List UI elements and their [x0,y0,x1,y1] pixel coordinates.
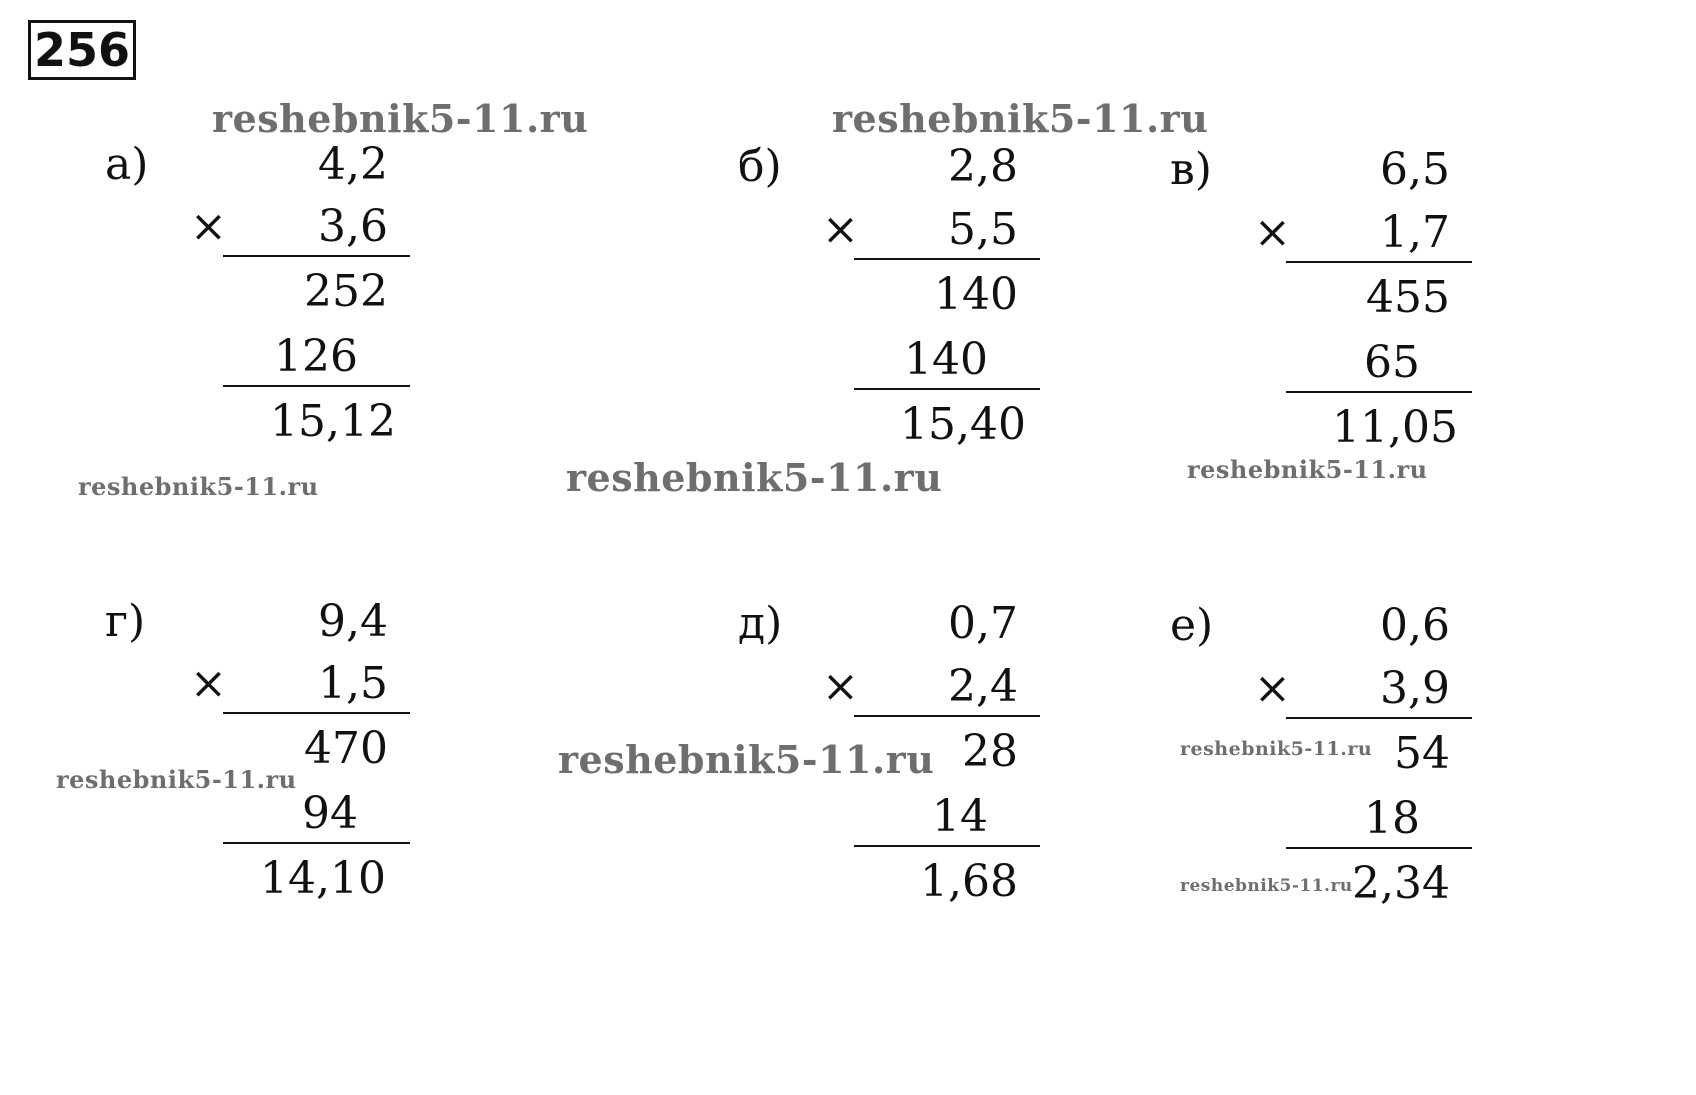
partial-product-2: 94 [302,788,358,839]
factor-1: 6,5 [1380,144,1450,195]
watermark: reshebnik5-11.ru [1180,876,1353,896]
sum-line [854,388,1040,390]
product-result: 1,68 [920,856,1018,907]
factor-2: 1,5 [318,658,388,709]
watermark: reshebnik5-11.ru [56,765,297,794]
watermark: reshebnik5-11.ru [566,455,943,500]
factor-2: 1,7 [1380,207,1450,258]
watermark: reshebnik5-11.ru [1187,455,1428,484]
multiply-line [223,712,410,714]
problem-label: д) [738,598,783,649]
factor-2: 3,9 [1380,663,1450,714]
multiply-line [854,715,1040,717]
factor-2: 3,6 [318,201,388,252]
sum-line [223,385,410,387]
product-result: 15,12 [270,396,396,447]
partial-product-2: 14 [932,791,988,842]
partial-product-2: 140 [904,334,988,385]
problem-label: е) [1170,600,1214,651]
multiply-sign: × [822,204,859,255]
factor-1: 9,4 [318,596,388,647]
watermark: reshebnik5-11.ru [558,737,935,782]
problem-g [105,597,410,927]
factor-2: 5,5 [948,204,1018,255]
factor-1: 0,6 [1380,600,1450,651]
factor-1: 0,7 [948,598,1018,649]
product-result: 14,10 [260,853,386,904]
partial-product-2: 65 [1364,337,1420,388]
partial-product-2: 126 [274,331,358,382]
product-result: 15,40 [900,399,1026,450]
partial-product-1: 54 [1394,728,1450,779]
multiply-line [223,255,410,257]
sum-line [223,842,410,844]
product-result: 2,34 [1352,858,1450,909]
product-result: 11,05 [1332,402,1458,453]
factor-1: 4,2 [318,139,388,190]
problem-b [738,142,1040,472]
problem-label: г) [105,596,146,647]
multiply-sign: × [1254,207,1291,258]
multiply-sign: × [190,201,227,252]
watermark: reshebnik5-11.ru [832,96,1209,141]
multiply-line [1286,261,1472,263]
partial-product-1: 470 [304,723,388,774]
multiply-sign: × [190,658,227,709]
problem-v [1170,145,1472,475]
multiply-sign: × [822,661,859,712]
partial-product-1: 252 [304,266,388,317]
sum-line [1286,391,1472,393]
multiply-line [854,258,1040,260]
factor-2: 2,4 [948,661,1018,712]
partial-product-1: 28 [962,726,1018,777]
multiply-sign: × [1254,663,1291,714]
problem-label: в) [1170,144,1212,195]
problem-label: б) [738,141,782,192]
multiply-line [1286,717,1472,719]
problem-label: а) [105,139,149,190]
problem-a [105,140,410,470]
factor-1: 2,8 [948,141,1018,192]
watermark: reshebnik5-11.ru [1180,738,1373,760]
exercise-number: 256 [28,20,136,80]
partial-product-2: 18 [1364,793,1420,844]
sum-line [854,845,1040,847]
sum-line [1286,847,1472,849]
watermark: reshebnik5-11.ru [78,472,319,501]
partial-product-1: 455 [1366,272,1450,323]
partial-product-1: 140 [934,269,1018,320]
watermark: reshebnik5-11.ru [212,96,589,141]
